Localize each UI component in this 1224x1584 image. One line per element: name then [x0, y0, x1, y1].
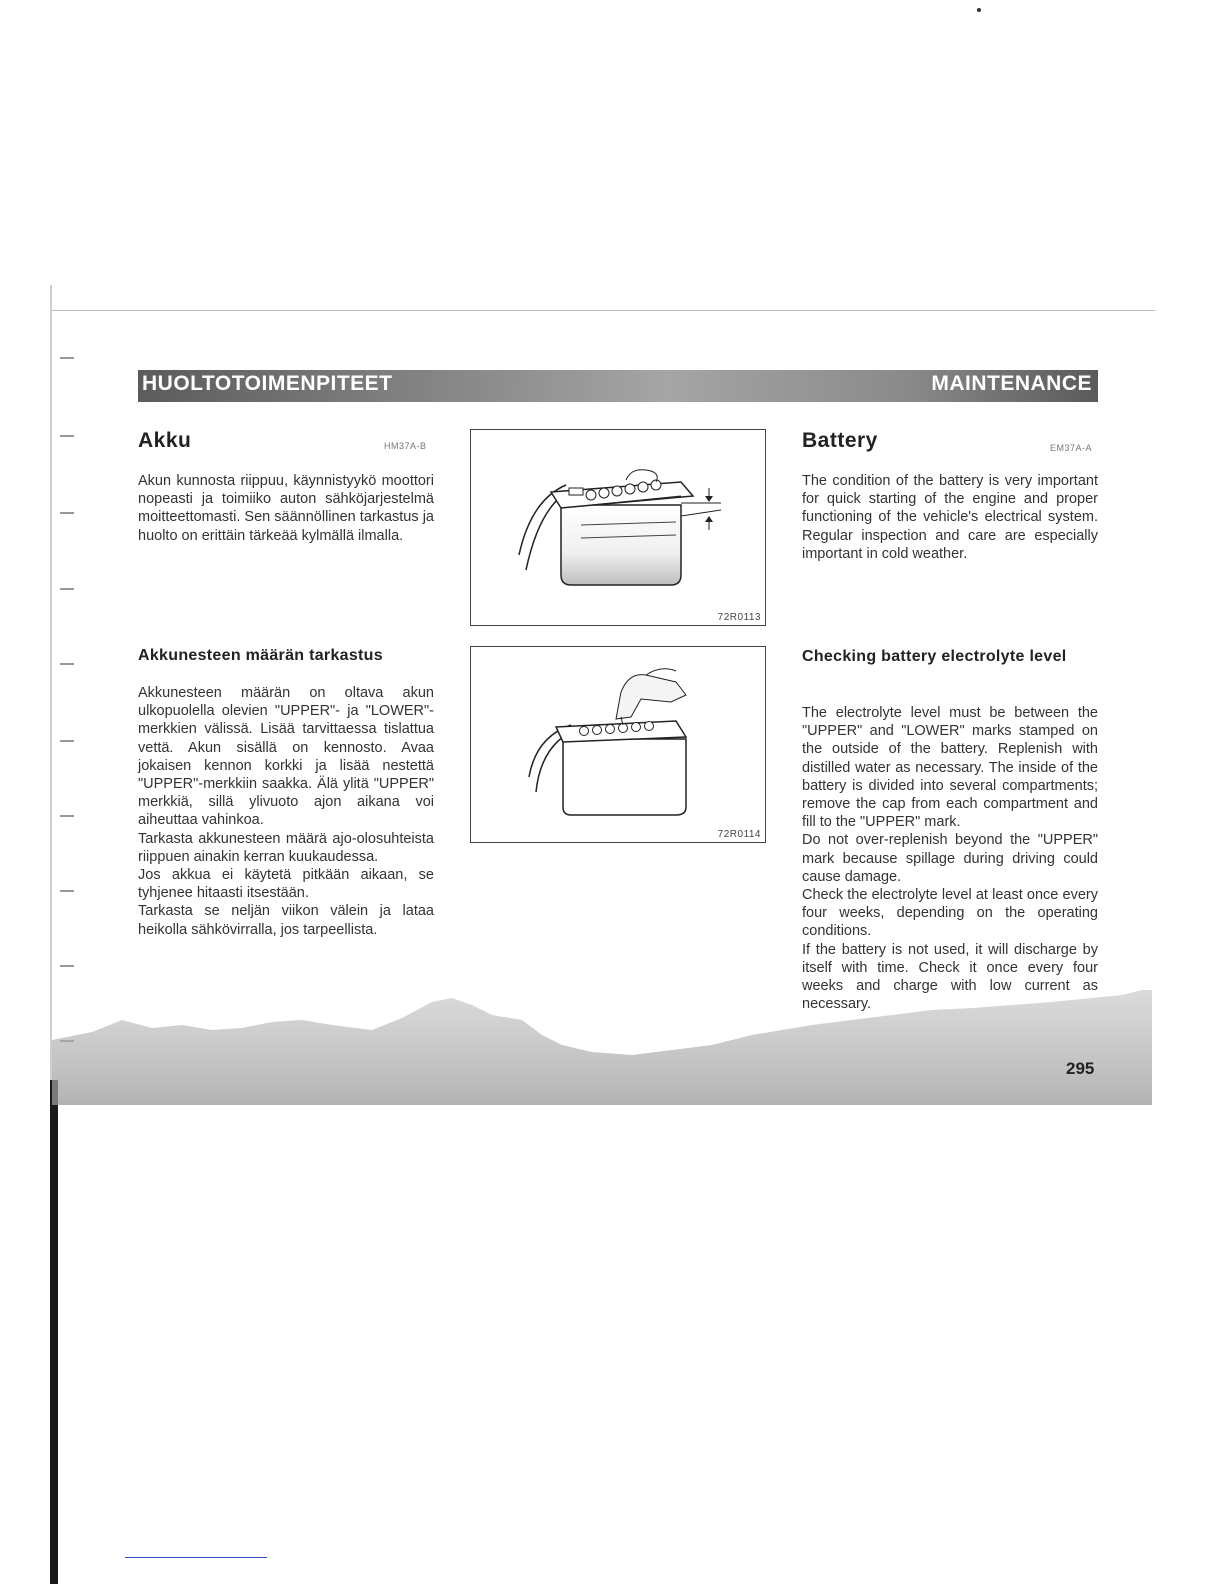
akkunesteen-text-4: Tarkasta se neljän viikon välein ja lataa heikolla sähkövirralla, jos tarpeellista. — [138, 903, 434, 938]
section-header-bar — [138, 370, 1098, 402]
electrolyte-text-4: If the battery is not used, it will discharge by itself with time. Check it once every four weeks and charge with low current as necessary. — [802, 941, 1098, 1013]
battery-level-marks-icon — [471, 430, 765, 625]
figure-code-1: 72R0113 — [717, 612, 761, 623]
heading-checking-electrolyte: Checking battery electrolyte level — [802, 648, 1067, 665]
electrolyte-text-1: The electrolyte level must be between the "UPPER" and "LOWER" marks stamped on the outside of the battery. Replenish with distilled water as necessary. The inside of the battery is divided into several compartments; remove the cap from each compartment and fill to the "UPPER" mark. — [802, 705, 1098, 831]
paragraph-battery — [802, 472, 1098, 563]
akku-text: Akun kunnosta riippuu, käynnistyykö moottori nopeasti ja toimiiko auton sähköjarjestelmä moitteettomasti. Sen säännöllinen tarkastus ja huolto on erittäin tärkeää kylmällä ilmalla. — [138, 473, 434, 544]
paragraph-akkunesteen — [138, 684, 434, 939]
figure-code-2: 72R0114 — [717, 829, 761, 840]
electrolyte-text-3: Check the electrolyte level at least once every four weeks, depending on the operating conditions. — [802, 887, 1098, 940]
binding-tick — [60, 815, 74, 817]
heading-akkunesteen: Akkunesteen määrän tarkastus — [138, 647, 383, 664]
binding-tick — [60, 740, 74, 742]
page-left-edge — [50, 285, 52, 1085]
binding-edge — [50, 1080, 58, 1584]
ref-code-en-battery: EM37A-A — [1050, 443, 1093, 453]
heading-akku: Akku — [138, 429, 192, 452]
page-number: 295 — [1066, 1059, 1095, 1078]
battery-refill-icon — [471, 647, 765, 842]
binding-tick — [60, 435, 74, 437]
binding-tick — [60, 512, 74, 514]
binding-tick — [60, 357, 74, 359]
figure-battery-refill — [470, 646, 766, 843]
paragraph-akku — [138, 472, 434, 545]
akkunesteen-text-1: Akkunesteen määrän on oltava akun ulkopuolella olevien "UPPER"- ja "LOWER"-merkkien välissä. Lisää tarvittaessa tislattua vettä. Akun sisällä on kennosto. Avaa jokaisen kennon korkki ja lisää nestettä "UPPER"-merkkiin saakka. Älä ylitä "UPPER" merkkiä, sillä ylivuoto ajon aikana voi aiheuttaa vahinkoa. — [138, 685, 434, 829]
binding-tick — [60, 965, 74, 967]
figure-battery-level — [470, 429, 766, 626]
akkunesteen-text-3: Jos akkua ei käytetä pitkään aikaan, se tyhjenee hitaasti itsestään. — [138, 867, 434, 902]
battery-text: The condition of the battery is very important for quick starting of the engine and proper functioning of the vehicle's electrical system. Regular inspection and care are especially important in cold weather. — [802, 473, 1098, 562]
page-edge-line — [50, 310, 1155, 311]
scan-underline — [125, 1557, 267, 1558]
scan-speck — [977, 8, 981, 12]
paragraph-checking-electrolyte — [802, 704, 1098, 1013]
page-water-damage — [52, 990, 1152, 1105]
ref-code-fi-akku: HM37A-B — [384, 441, 427, 451]
binding-tick — [60, 663, 74, 665]
binding-tick — [60, 890, 74, 892]
section-title-fi: HUOLTOTOIMENPITEET — [142, 372, 393, 395]
electrolyte-text-2: Do not over-replenish beyond the "UPPER" mark because spillage during driving could cause damage. — [802, 832, 1098, 885]
binding-tick — [60, 588, 74, 590]
heading-battery: Battery — [802, 429, 878, 452]
akkunesteen-text-2: Tarkasta akkunesteen määrä ajo-olosuhteista riippuen ainakin kerran kuukaudessa. — [138, 830, 434, 865]
section-title-en: MAINTENANCE — [931, 372, 1092, 395]
